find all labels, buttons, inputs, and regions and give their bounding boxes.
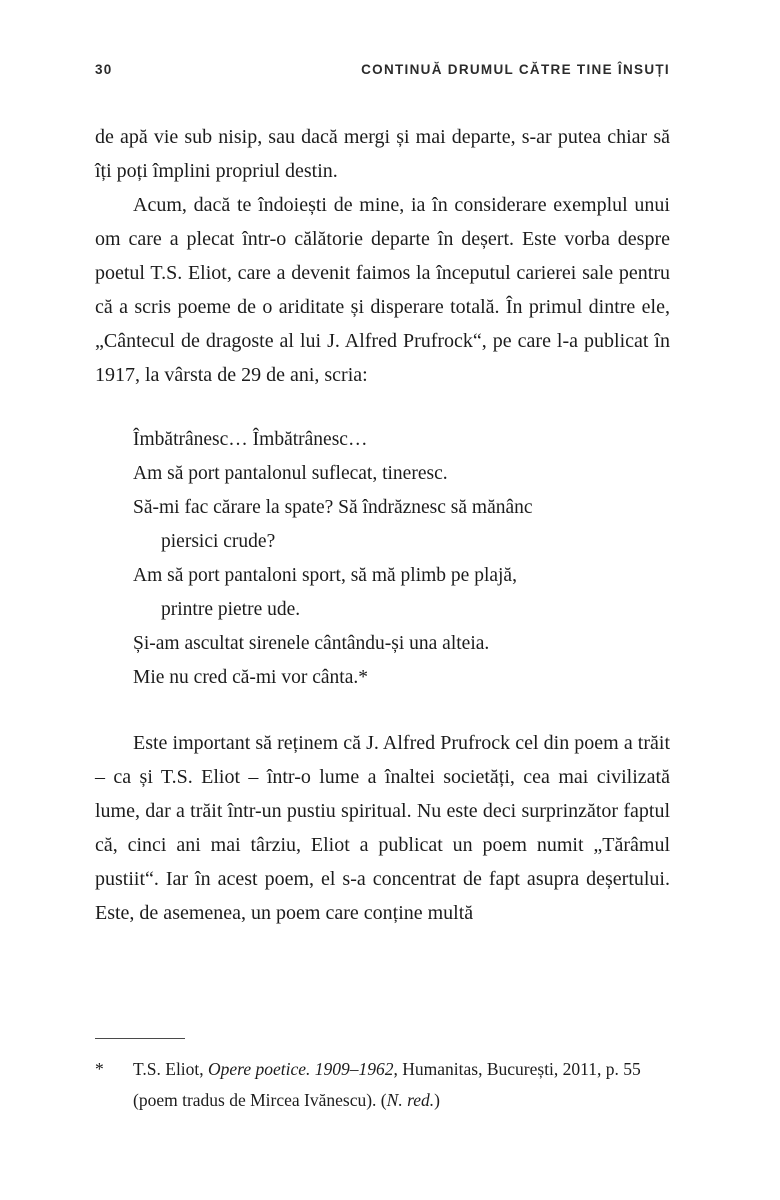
footnote-editor-note: N. red. xyxy=(386,1090,435,1110)
poem-line: Îmbătrânesc… Îmbătrânesc… xyxy=(133,429,368,450)
footnote-text xyxy=(133,1054,670,1116)
footnote-text-part: ) xyxy=(434,1090,440,1110)
poem-line: Mie nu cred că-mi vor cânta.* xyxy=(133,667,368,688)
footnote-area xyxy=(95,1038,670,1116)
page-number: 30 xyxy=(95,62,113,77)
poem-line: Am să port pantaloni sport, să mă plimb pe plajă, xyxy=(133,565,517,586)
paragraph-eliot-intro: Acum, dacă te îndoiești de mine, ia în considerare exemplul unui om care a plecat într-o călătorie departe în deșert. Este vorba despre poetul T.S. Eliot, care a devenit faimos la începutul carierei sale pentru că a scris poeme de o ariditate și disperare totală. În primul dintre ele, „Cântecul de dragoste al lui J. Alfred Prufrock“, pe care l-a publicat în 1917, la vârsta de 29 de ani, scria: xyxy=(95,194,670,386)
poem-line: Și-am ascultat sirenele cântându-și una alteia. xyxy=(133,633,490,654)
footnote-book-title: Opere poetice. 1909–1962 xyxy=(208,1059,394,1079)
paragraph-continuation: de apă vie sub nisip, sau dacă mergi și mai departe, s-ar putea chiar să îți poți împlini propriul destin. xyxy=(95,126,670,182)
page-body xyxy=(95,120,670,930)
running-header-title: CONTINUĂ DRUMUL CĂTRE TINE ÎNSUȚI xyxy=(361,62,670,77)
poem-line-runover: printre pietre ude. xyxy=(161,599,301,620)
footnote-text-part: , Humanitas, București, 2011, p. 55 (poem tradus de Mircea Ivănescu). ( xyxy=(133,1059,641,1110)
poem-block-prufrock xyxy=(133,423,670,695)
paragraph-prufrock-commentary: Este important să reținem că J. Alfred Prufrock cel din poem a trăit – ca și T.S. Eliot – într-o lume a înaltei societăți, cea mai civilizată lume, dar a trăit într-un pustiu spiritual. Nu este deci surprinzător faptul că, cinci ani mai târziu, Eliot a publicat un poem numit „Tărâmul pustiit“. Iar în acest poem, el s-a concentrat de fapt asupra deșertului. Este, de asemenea, un poem care conține multă xyxy=(95,732,670,924)
footnote-divider-rule xyxy=(95,1038,185,1039)
poem-line: Am să port pantalonul suflecat, tineresc. xyxy=(133,463,448,484)
poem-line-runover: piersici crude? xyxy=(161,531,276,552)
footnote xyxy=(95,1054,670,1116)
footnote-text-part: T.S. Eliot, xyxy=(133,1059,209,1079)
page-header xyxy=(95,62,670,77)
footnote-marker: * xyxy=(95,1059,104,1079)
poem-line: Să-mi fac cărare la spate? Să îndrăznesc să mănânc xyxy=(133,497,533,518)
